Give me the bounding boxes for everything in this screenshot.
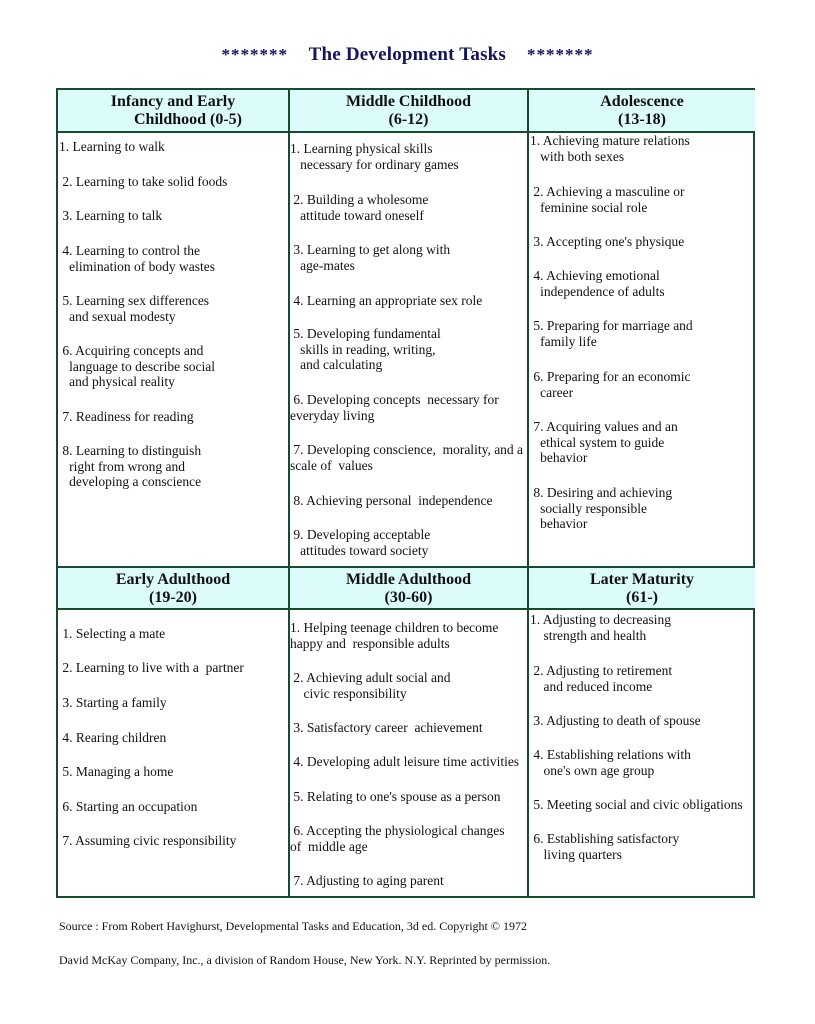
task-line: one's own age group: [530, 762, 655, 778]
task-item: [59, 833, 236, 849]
task-list-later-maturity: [530, 612, 755, 882]
title-stars-right: *******: [526, 45, 594, 64]
task-line: necessary for ordinary games: [290, 156, 459, 172]
task-line: 7. Acquiring values and an: [530, 419, 678, 434]
task-item: [530, 369, 690, 400]
task-line: 2. Adjusting to retirement: [530, 663, 673, 678]
task-item: [290, 442, 523, 473]
task-line: 2. Achieving adult social and: [290, 670, 451, 685]
task-list-early-adulthood: [59, 626, 287, 896]
stage-name: Adolescence: [600, 93, 684, 110]
task-line: 4. Rearing children: [59, 730, 167, 745]
task-item: [290, 326, 441, 373]
task-line: 3. Learning to talk: [59, 208, 163, 223]
task-line: 2. Learning to live with a partner: [59, 660, 244, 675]
task-item: [59, 443, 201, 490]
task-item: [290, 670, 450, 701]
task-line: 2. Building a wholesome: [290, 192, 429, 207]
task-item: [59, 660, 244, 676]
task-line: 1. Selecting a mate: [59, 626, 166, 641]
stage-header-middle-adulthood: [290, 568, 527, 608]
task-list-infancy: [59, 139, 287, 564]
task-line: living quarters: [530, 846, 622, 862]
task-line: 1. Adjusting to decreasing: [530, 612, 671, 627]
task-line: 3. Adjusting to death of spouse: [530, 713, 701, 728]
task-line: behavior: [530, 450, 588, 466]
stage-name: Middle Childhood: [346, 93, 471, 110]
task-item: [290, 720, 483, 736]
task-line: 2. Learning to take solid foods: [59, 174, 228, 189]
task-list-middle-childhood: [290, 141, 526, 566]
task-item: [530, 612, 671, 643]
task-item: [59, 139, 165, 155]
source-citation: Source : From Robert Havighurst, Developmental Tasks and Education, 3d ed. Copyright © 1972: [59, 919, 527, 933]
stage-header-later-maturity: [529, 568, 755, 608]
task-line: 1. Learning to walk: [59, 139, 165, 154]
task-line: family life: [530, 333, 597, 349]
task-item: [290, 823, 504, 854]
task-item: [530, 184, 684, 215]
task-line: strength and health: [530, 627, 647, 643]
stage-header-infancy: [58, 90, 288, 131]
task-item: [59, 243, 215, 274]
task-line: scale of values: [290, 457, 373, 473]
stage-name: Middle Adulthood: [346, 571, 471, 588]
stage-age: (61-): [626, 589, 658, 606]
task-item: [530, 797, 743, 813]
task-item: [59, 730, 166, 746]
task-line: 5. Developing fundamental: [290, 326, 441, 341]
task-item: [530, 318, 693, 349]
task-line: 5. Meeting social and civic obligations: [530, 797, 743, 812]
task-line: socially responsible: [530, 500, 647, 516]
stage-header-adolescence: [529, 90, 755, 131]
task-line: 3. Starting a family: [59, 695, 167, 710]
column-divider: [527, 90, 529, 896]
task-line: 6. Developing concepts necessary for: [290, 392, 499, 407]
task-item: [530, 419, 678, 466]
task-line: and calculating: [290, 357, 383, 373]
task-item: [290, 192, 428, 223]
header-divider: [58, 608, 753, 610]
task-line: 6. Starting an occupation: [59, 799, 198, 814]
stage-age: (19-20): [149, 589, 197, 606]
title-text: The Development Tasks: [308, 44, 507, 65]
task-item: [530, 133, 690, 164]
task-line: 4. Establishing relations with: [530, 747, 691, 762]
task-line: skills in reading, writing,: [290, 341, 436, 357]
task-line: 1. Learning physical skills: [290, 141, 433, 156]
stage-header-middle-childhood: [290, 90, 527, 131]
task-line: 7. Readiness for reading: [59, 409, 194, 424]
task-line: 4. Developing adult leisure time activities: [290, 754, 520, 769]
task-item: [530, 485, 672, 532]
task-list-middle-adulthood: [290, 620, 526, 890]
task-line: 6. Preparing for an economic: [530, 369, 691, 384]
task-item: [59, 174, 227, 190]
task-line: with both sexes: [530, 148, 625, 164]
task-line: 4. Achieving emotional: [530, 268, 660, 283]
stage-name: Later Maturity: [589, 571, 695, 588]
task-line: 7. Adjusting to aging parent: [290, 873, 444, 888]
task-item: [290, 293, 482, 309]
task-line: 8. Learning to distinguish: [59, 443, 202, 458]
task-line: 6. Accepting the physiological changes: [290, 823, 505, 838]
task-line: feminine social role: [530, 199, 648, 215]
task-line: 5. Managing a home: [59, 764, 174, 779]
task-item: [290, 392, 499, 423]
task-line: attitudes toward society: [290, 542, 429, 558]
task-item: [530, 268, 665, 299]
publisher-permission: David McKay Company, Inc., a division of Random House, New York. N.Y. Reprinted by permission.: [59, 953, 551, 967]
task-line: independence of adults: [530, 283, 665, 299]
task-line: elimination of body wastes: [59, 258, 215, 274]
stage-name: Early Adulthood: [115, 571, 231, 588]
task-line: 3. Satisfactory career achievement: [290, 720, 483, 735]
task-line: everyday living: [290, 407, 375, 423]
task-line: behavior: [530, 516, 588, 532]
task-line: age-mates: [290, 257, 355, 273]
task-line: 7. Developing conscience, morality, and a: [290, 442, 524, 457]
task-item: [530, 747, 691, 778]
task-item: [59, 626, 165, 642]
task-line: ethical system to guide: [530, 434, 665, 450]
task-line: 6. Establishing satisfactory: [530, 831, 680, 846]
task-item: [59, 409, 194, 425]
stage-age: Childhood (0-5): [133, 111, 243, 128]
task-item: [530, 831, 679, 862]
task-line: 5. Learning sex differences: [59, 293, 210, 308]
task-line: of middle age: [290, 838, 368, 854]
task-line: right from wrong and: [59, 458, 185, 474]
task-line: 4. Learning to control the: [59, 243, 200, 258]
task-item: [59, 343, 215, 390]
task-line: career: [530, 384, 574, 400]
task-item: [530, 713, 701, 729]
task-line: 8. Achieving personal independence: [290, 493, 493, 508]
task-item: [530, 234, 684, 250]
task-line: 9. Developing acceptable: [290, 527, 431, 542]
task-item: [290, 789, 501, 805]
task-line: 5. Relating to one's spouse as a person: [290, 789, 501, 804]
task-line: language to describe social: [59, 358, 215, 374]
task-line: 6. Acquiring concepts and: [59, 343, 204, 358]
task-line: 7. Assuming civic responsibility: [59, 833, 237, 848]
task-item: [290, 620, 498, 651]
task-item: [290, 242, 450, 273]
stage-age: (13-18): [618, 111, 666, 128]
task-line: 1. Achieving mature relations: [530, 133, 690, 148]
task-item: [59, 799, 197, 815]
task-line: 8. Desiring and achieving: [530, 485, 673, 500]
task-line: 3. Accepting one's physique: [530, 234, 685, 249]
task-line: 2. Achieving a masculine or: [530, 184, 685, 199]
task-line: 3. Learning to get along with: [290, 242, 451, 257]
task-line: and reduced income: [530, 678, 653, 694]
task-line: civic responsibility: [290, 685, 407, 701]
task-line: and sexual modesty: [59, 308, 176, 324]
task-item: [59, 764, 173, 780]
task-item: [290, 527, 430, 558]
task-item: [59, 293, 209, 324]
task-item: [59, 695, 167, 711]
task-line: happy and responsible adults: [290, 635, 450, 651]
page-title: [0, 44, 815, 66]
stage-age: (6-12): [388, 111, 429, 128]
task-item: [290, 493, 492, 509]
task-line: attitude toward oneself: [290, 207, 424, 223]
task-line: and physical reality: [59, 374, 175, 390]
title-stars-left: *******: [221, 45, 289, 64]
task-line: 5. Preparing for marriage and: [530, 318, 693, 333]
stage-age: (30-60): [384, 589, 433, 606]
task-item: [290, 141, 459, 172]
task-list-adolescence: [530, 133, 755, 558]
task-line: 1. Helping teenage children to become: [290, 620, 499, 635]
task-item: [59, 208, 162, 224]
task-item: [290, 754, 519, 770]
task-item: [290, 873, 444, 889]
stage-header-early-adulthood: [58, 568, 288, 608]
task-line: 4. Learning an appropriate sex role: [290, 293, 483, 308]
development-tasks-table: [56, 88, 755, 898]
task-line: developing a conscience: [59, 474, 202, 490]
stage-name: Infancy and Early: [110, 93, 236, 110]
task-item: [530, 663, 672, 694]
